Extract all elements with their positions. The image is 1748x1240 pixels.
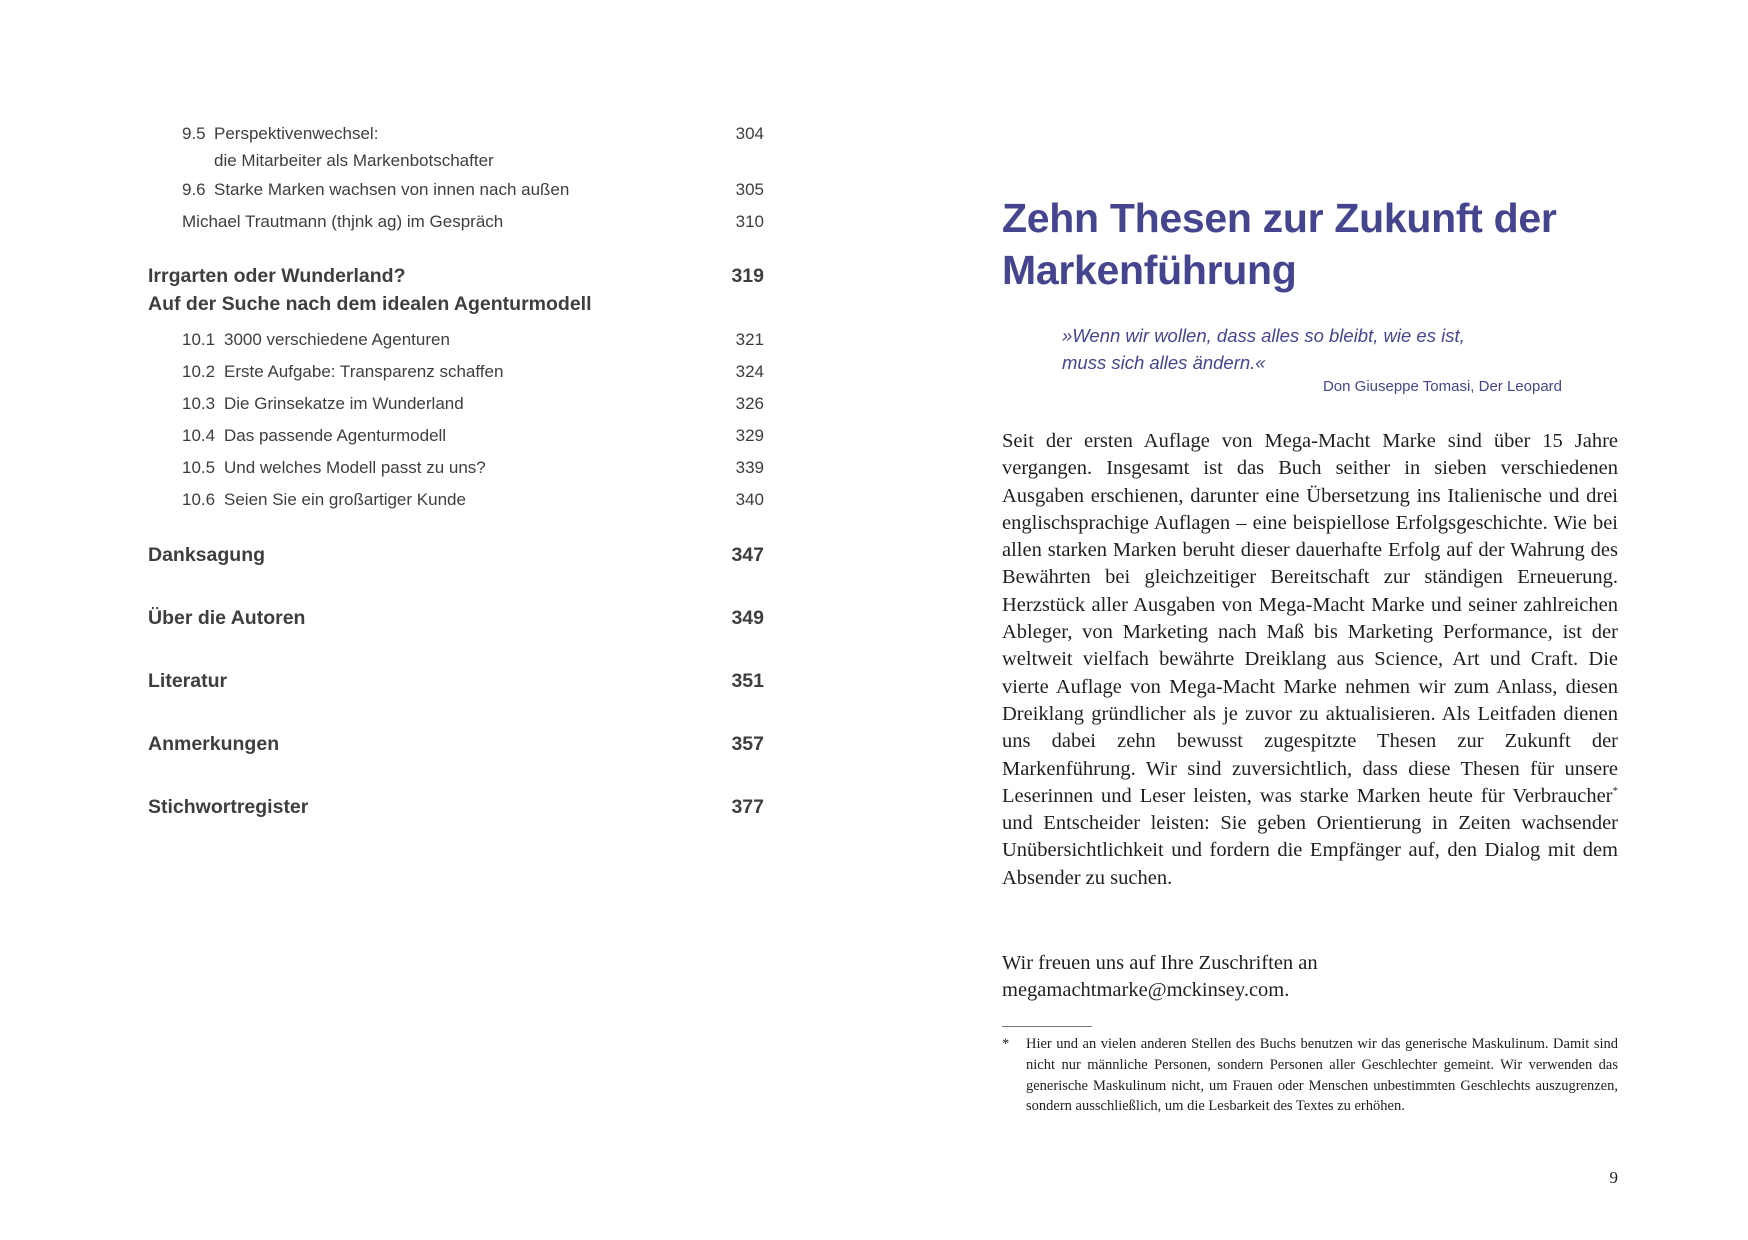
epigraph-quote xyxy=(1062,322,1465,376)
toc-entry-page: 324 xyxy=(735,362,764,381)
body-text-part-2: und Entscheider leisten: Sie geben Orientierung in Zeiten wachsender Unübersichtlichkeit und fordern die Empfänger auf, den Dialog mit dem Absender zu suchen. xyxy=(1002,812,1618,889)
toc-entry-page: 326 xyxy=(735,394,764,413)
page-number: 9 xyxy=(1609,1168,1618,1187)
toc-entry-number: 10.5 xyxy=(182,458,216,477)
body-text-part-1: Seit der ersten Auflage von Mega-Macht Marke sind über 15 Jahre vergangen. Insgesamt ist das Buch seither in sieben verschiedenen Ausgaben erschienen, darunter eine Übersetzung ins Italienische und drei englischsprachige Auflagen – eine beispiellose Erfolgsgeschichte. Wie bei allen starken Marken beruht dieser dauerhafte Erfolg auf der Wahrung des Bewährten bei gleichzeitiger Bereitschaft zur ständigen Erneuerung. Herzstück aller Ausgaben von Mega-Macht Marke und seiner zahlreichen Ableger, von Marketing nach Maß bis Marketing Performance, ist der weltweit vielfach bewährte Dreiklang aus Science, Art und Craft. Die vierte Auflage von Mega-Macht Marke nehmen wir zum Anlass, diesen Dreiklang gründlicher als je zuvor zu aktualisieren. Als Leitfaden dienen uns dabei zehn bewusst zugespitzte Thesen zur Zukunft der Markenführung. Wir sind zuversichtlich, dass diese Thesen für unsere Leserinnen und Leser leisten, was starke Marken heute für Verbraucher xyxy=(1002,430,1618,807)
toc-chapter-anmerkungen[interactable] xyxy=(148,733,764,756)
toc-chapter-page: 357 xyxy=(731,733,764,755)
epigraph-attribution: Don Giuseppe Tomasi, Der Leopard xyxy=(1322,378,1562,395)
toc-chapter-page: 377 xyxy=(731,796,764,818)
toc-chapter-title: Stichwortregister xyxy=(148,796,309,818)
toc-entry-title: Erste Aufgabe: Transparenz schaffen xyxy=(224,362,504,381)
toc-entry-title: Das passende Agenturmodell xyxy=(224,426,447,445)
toc-entry-title: Michael Trautmann (thjnk ag) im Gespräch xyxy=(182,212,504,231)
toc-entry-title: Und welches Modell passt zu uns? xyxy=(224,458,486,477)
toc-chapter-10[interactable] xyxy=(148,262,764,318)
toc-entry-title: Die Grinsekatze im Wunderland xyxy=(224,394,464,413)
toc-entry-title: Perspektivenwechsel: xyxy=(214,124,379,143)
toc-entry-10-5[interactable] xyxy=(182,458,764,478)
toc-entry-number: 10.6 xyxy=(182,490,216,509)
toc-entry-number: 10.2 xyxy=(182,362,216,381)
toc-chapter-stichwortregister[interactable] xyxy=(148,796,764,819)
footnote-divider xyxy=(1002,1026,1092,1027)
toc-chapter-subtitle: Auf der Suche nach dem idealen Agenturmodell xyxy=(148,293,592,315)
toc-chapter-title: Irrgarten oder Wunderland? xyxy=(148,265,406,287)
toc-chapter-title: Anmerkungen xyxy=(148,733,280,755)
toc-entry-page: 329 xyxy=(735,426,764,445)
table-of-contents xyxy=(148,120,764,819)
footnote-reference[interactable]: * xyxy=(1612,785,1618,798)
toc-entry-number: 10.4 xyxy=(182,426,216,445)
toc-entry-title: 3000 verschiedene Agenturen xyxy=(224,330,450,349)
toc-entry-10-3[interactable] xyxy=(182,394,764,414)
toc-entry-title: Starke Marken wachsen von innen nach außen xyxy=(214,180,570,199)
contact-paragraph xyxy=(1002,950,1618,1005)
toc-chapter-literatur[interactable] xyxy=(148,670,764,693)
toc-entry-page: 305 xyxy=(735,180,764,199)
chapter-heading xyxy=(1002,192,1618,296)
toc-entry-number: 10.1 xyxy=(182,330,216,349)
toc-chapter-title: Danksagung xyxy=(148,544,266,566)
body-paragraph xyxy=(1002,428,1618,892)
toc-entry-number: 10.3 xyxy=(182,394,216,413)
toc-entry-10-4[interactable] xyxy=(182,426,764,446)
footnote-marker: * xyxy=(1002,1036,1010,1052)
toc-entry-page: 304 xyxy=(735,124,764,143)
toc-entry-page: 321 xyxy=(735,330,764,349)
toc-chapter-title: Literatur xyxy=(148,670,228,692)
toc-chapter-danksagung[interactable] xyxy=(148,544,764,567)
contact-text: Wir freuen uns auf Ihre Zuschriften an xyxy=(1002,952,1318,974)
toc-chapter-title: Über die Autoren xyxy=(148,607,306,629)
toc-entry-10-6[interactable] xyxy=(182,490,764,510)
toc-entry-10-1[interactable] xyxy=(182,330,764,350)
contact-email-link[interactable]: megamachtmarke@mckinsey.com. xyxy=(1002,979,1290,1002)
chapter-heading-line-1: Zehn Thesen zur Zukunft der xyxy=(1002,195,1557,241)
toc-entry-interview[interactable] xyxy=(182,212,764,232)
chapter-heading-line-2: Markenführung xyxy=(1002,247,1297,293)
toc-chapter-autoren[interactable] xyxy=(148,607,764,630)
toc-entry-title: Seien Sie ein großartiger Kunde xyxy=(224,490,466,509)
toc-entry-page: 340 xyxy=(735,490,764,509)
toc-entry-number: 9.5 xyxy=(182,124,206,143)
toc-chapter-page: 349 xyxy=(731,607,764,629)
epigraph-line-1: »Wenn wir wollen, dass alles so bleibt, wie es ist, xyxy=(1062,325,1465,346)
epigraph-line-2: muss sich alles ändern.« xyxy=(1062,352,1266,373)
toc-chapter-page: 351 xyxy=(731,670,764,692)
toc-entry-page: 310 xyxy=(735,212,764,231)
footnote xyxy=(1002,1034,1618,1117)
toc-entry-number: 9.6 xyxy=(182,180,206,199)
toc-entry-9-6[interactable] xyxy=(182,180,764,200)
toc-entry-page: 339 xyxy=(735,458,764,477)
toc-chapter-page: 347 xyxy=(731,544,764,566)
toc-entry-title-continued: die Mitarbeiter als Markenbotschafter xyxy=(214,151,494,170)
toc-entry-10-2[interactable] xyxy=(182,362,764,382)
toc-entry-9-5[interactable] xyxy=(182,120,764,174)
footnote-text: Hier und an vielen anderen Stellen des Buchs benutzen wir das generische Maskulinum. Damit sind nicht nur männliche Personen, sondern Personen aller Geschlechter gemeint. Wir verwenden das generische Maskulinum nicht, um Frauen oder Menschen unbestimmten Geschlechts auszugrenzen, sondern ausschließlich, um die Lesbarkeit des Textes zu erhöhen. xyxy=(1026,1036,1618,1115)
toc-chapter-page: 319 xyxy=(731,265,764,287)
